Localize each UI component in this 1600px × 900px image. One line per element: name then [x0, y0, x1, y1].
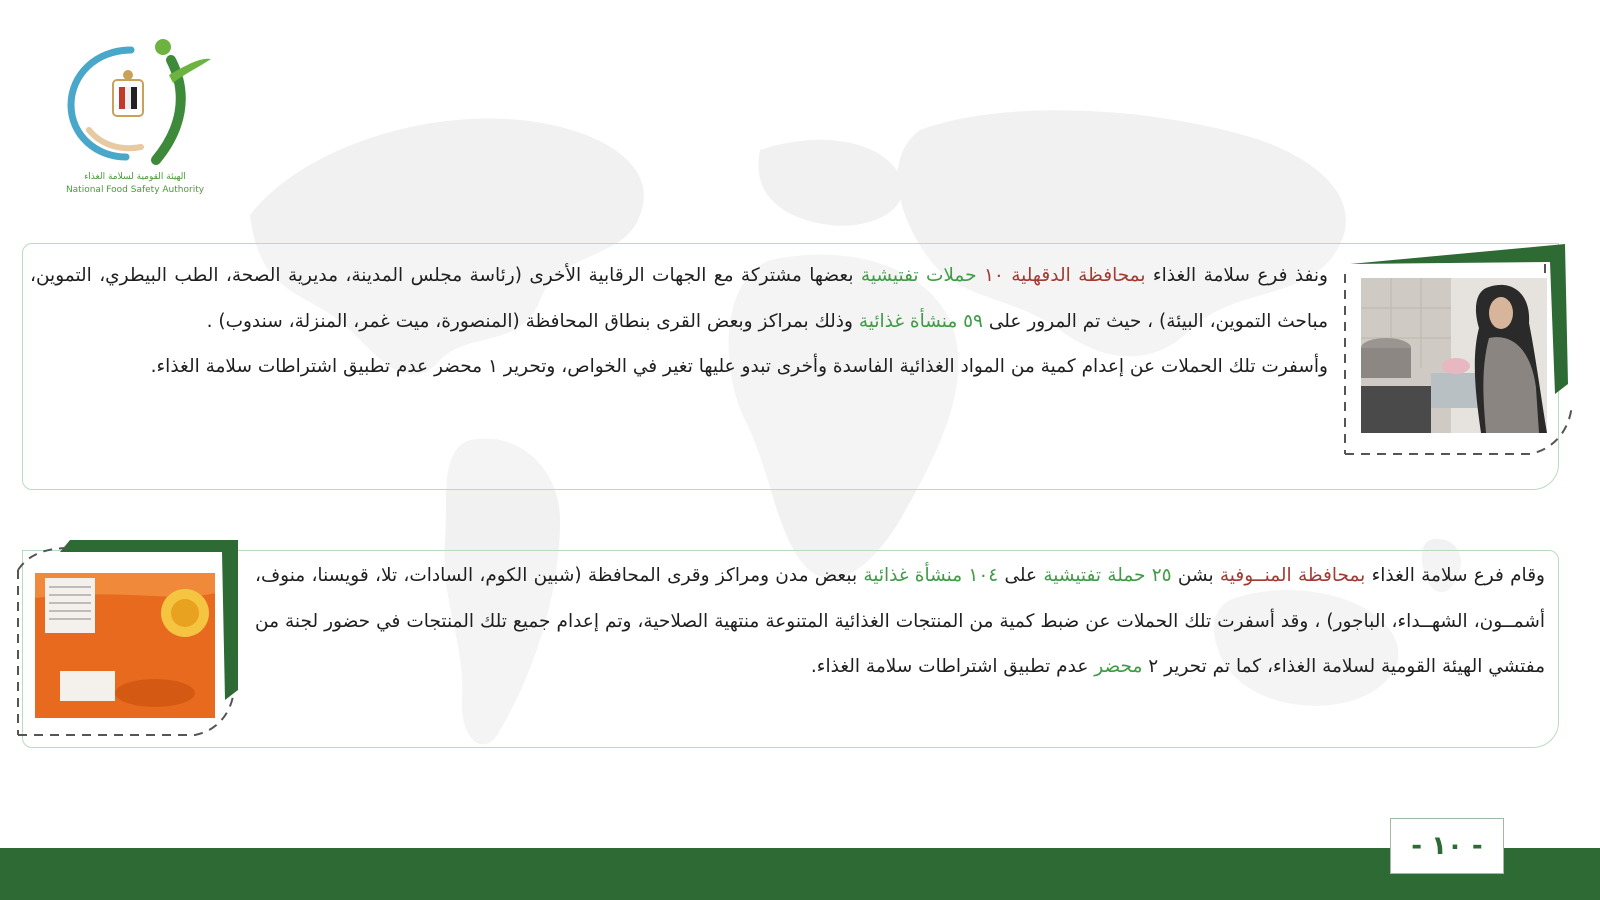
nfsa-emblem-icon: [61, 35, 211, 170]
establishment-count: ٥٩ منشأة غذائية: [858, 310, 983, 332]
violation-report-label: محضر: [1094, 656, 1143, 677]
campaign-count: ١٠: [976, 265, 1012, 286]
text-run: ببعض مدن ومراكز وقرى المحافظة (شبين الكوم، السادات، تلا، قويسنا، منوف، أشمــون، الشهــداء، الباجور) ، وقد أسفرت تلك الحملات عن ضبط كمية من المنتجات الغذائية المتنوعة منتهية الصلاحية، وتم إعدام جميع تلك المنتجات في حضور لجنة من مفتشي الهيئة القومية لسلامة الغذاء، كما تم تحرير ٢: [255, 565, 1545, 677]
text-run: بشن: [1171, 565, 1220, 586]
governorate-name-menoufia: بمحافظة المنــوفية: [1219, 565, 1366, 586]
text-run: وقام فرع سلامة الغذاء: [1365, 565, 1545, 586]
nfsa-logo: [55, 35, 215, 200]
logo-name-arabic: الهيئة القومية لسلامة الغذاء: [84, 172, 186, 182]
page-number: - ١٠ -: [1390, 818, 1504, 874]
menoufia-campaign-paragraph: [255, 553, 1545, 690]
establishment-count: ١٠٤ منشأة غذائية: [863, 565, 999, 586]
text-run: وذلك بمراكز وبعض القرى بنطاق المحافظة (المنصورة، ميت غمر، المنزلة، سندوب) .: [206, 310, 859, 332]
logo-name-english: National Food Safety Authority: [65, 185, 205, 195]
governorate-name-dakahlia: بمحافظة الدقهلية: [1011, 265, 1146, 286]
campaign-count: ٢٥ حملة تفتيشية: [1043, 565, 1172, 586]
text-run: على: [998, 565, 1044, 586]
dakahlia-campaign-paragraph: [30, 253, 1328, 390]
text-run: عدم تطبيق اشتراطات سلامة الغذاء.: [810, 656, 1095, 677]
text-run: ونفذ فرع سلامة الغذاء: [1145, 265, 1328, 286]
campaign-label: حملات تفتيشية: [860, 265, 977, 286]
seized-products-photo: [35, 573, 215, 718]
kitchen-inspection-photo: [1361, 278, 1547, 433]
dakahlia-results-paragraph: وأسفرت تلك الحملات عن إعدام كمية من المواد الغذائية الفاسدة وأخرى تبدو عليها تغير في الخواص، وتحرير ١ محضر عدم تطبيق اشتراطات سلامة الغذاء.: [150, 356, 1328, 377]
text-run: بعضها مشتركة مع الجهات الرقابية الأخرى (رئاسة مجلس المدينة، مديرية الصحة، الطب البيطري، التموين، مباحث التموين، البيئة) ، حيث تم المرور على: [30, 265, 1328, 332]
footer-bar: [0, 848, 1600, 900]
